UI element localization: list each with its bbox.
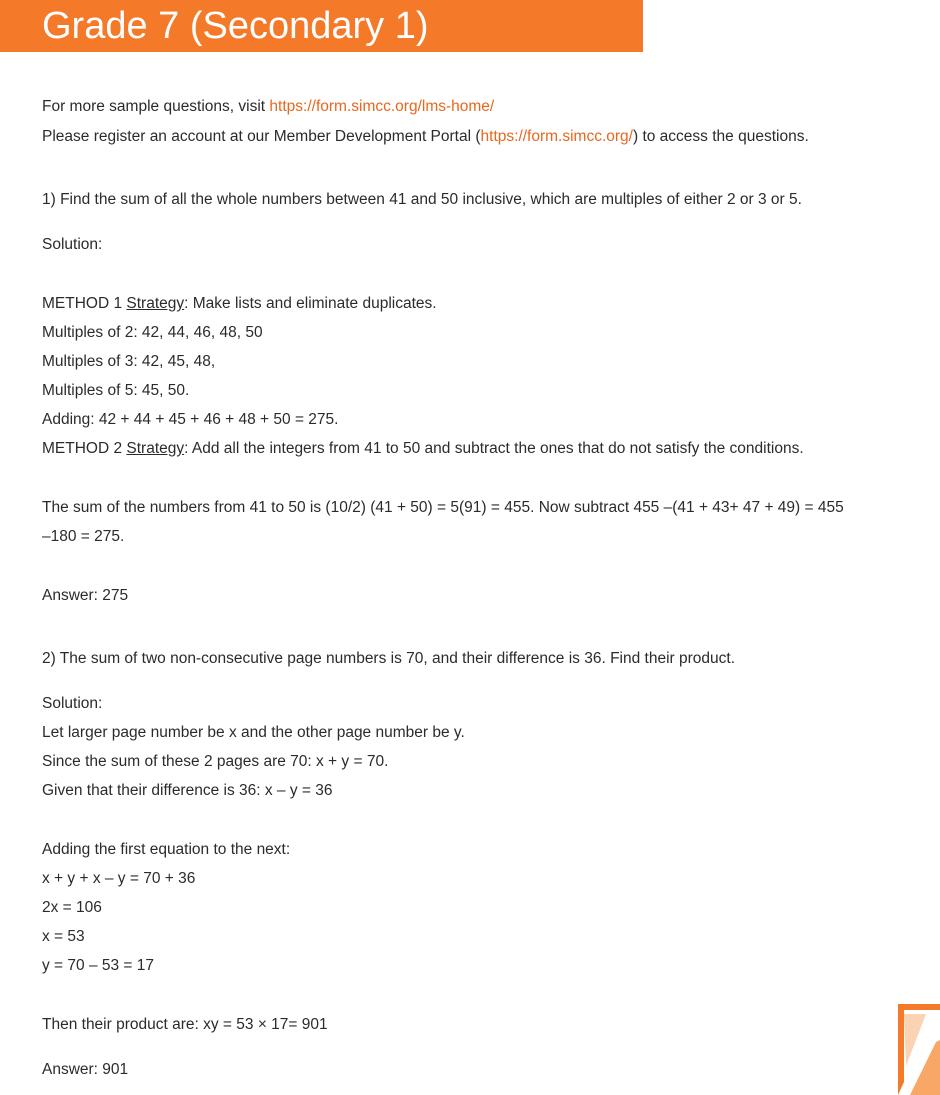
equation-line: x + y + x – y = 70 + 36 (42, 870, 196, 887)
multiples-of-5: Multiples of 5: 45, 50. (42, 382, 190, 399)
answer-2: Answer: 901 (42, 1061, 129, 1078)
adding-line: Adding: 42 + 44 + 45 + 46 + 48 + 50 = 275. (42, 411, 339, 428)
lms-home-link[interactable]: https://form.simcc.org/lms-home/ (269, 98, 495, 115)
solution-line: Adding the first equation to the next: (42, 841, 291, 858)
solution-label: Solution: (42, 695, 103, 712)
intro-line-1 (42, 97, 494, 117)
corner-logo-icon (896, 1002, 940, 1095)
page-title: Grade 7 (Secondary 1) (42, 5, 429, 47)
equation-line: x = 53 (42, 928, 85, 945)
method-label: METHOD 1 (42, 295, 127, 312)
intro-text: ) to access the questions. (632, 128, 809, 145)
header-banner (0, 0, 643, 52)
solution-line: Let larger page number be x and the other page number be y. (42, 724, 465, 741)
method-1-line (42, 294, 437, 314)
strategy-word: Strategy (126, 295, 185, 312)
solution-line: Given that their difference is 36: x – y = 36 (42, 782, 333, 799)
method-text: : Add all the integers from 41 to 50 and subtract the ones that do not satisfy the conditions. (184, 440, 804, 457)
intro-line-2 (42, 127, 809, 147)
sum-line-1: The sum of the numbers from 41 to 50 is (10/2) (41 + 50) = 5(91) = 455. Now subtract 455 –(41 + 43+ 47 + 49) = 455 (42, 499, 844, 516)
question-2: 2) The sum of two non-consecutive page numbers is 70, and their difference is 36. Find their product. (42, 650, 736, 667)
multiples-of-3: Multiples of 3: 42, 45, 48, (42, 353, 216, 370)
method-2-line (42, 439, 804, 459)
sum-line-2: –180 = 275. (42, 528, 125, 545)
question-1: 1) Find the sum of all the whole numbers between 41 and 50 inclusive, which are multiples of either 2 or 3 or 5. (42, 191, 802, 208)
solution-label: Solution: (42, 236, 103, 253)
solution-line: Since the sum of these 2 pages are 70: x + y = 70. (42, 753, 389, 770)
answer-1: Answer: 275 (42, 587, 129, 604)
intro-text: Please register an account at our Member Development Portal ( (42, 128, 481, 145)
equation-line: 2x = 106 (42, 899, 102, 916)
portal-link[interactable]: https://form.simcc.org/ (480, 128, 633, 145)
strategy-word: Strategy (126, 440, 185, 457)
product-line: Then their product are: xy = 53 × 17= 901 (42, 1016, 328, 1033)
multiples-of-2: Multiples of 2: 42, 44, 46, 48, 50 (42, 324, 263, 341)
method-text: : Make lists and eliminate duplicates. (184, 295, 437, 312)
intro-text: For more sample questions, visit (42, 98, 270, 115)
method-label: METHOD 2 (42, 440, 127, 457)
equation-line: y = 70 – 53 = 17 (42, 957, 155, 974)
